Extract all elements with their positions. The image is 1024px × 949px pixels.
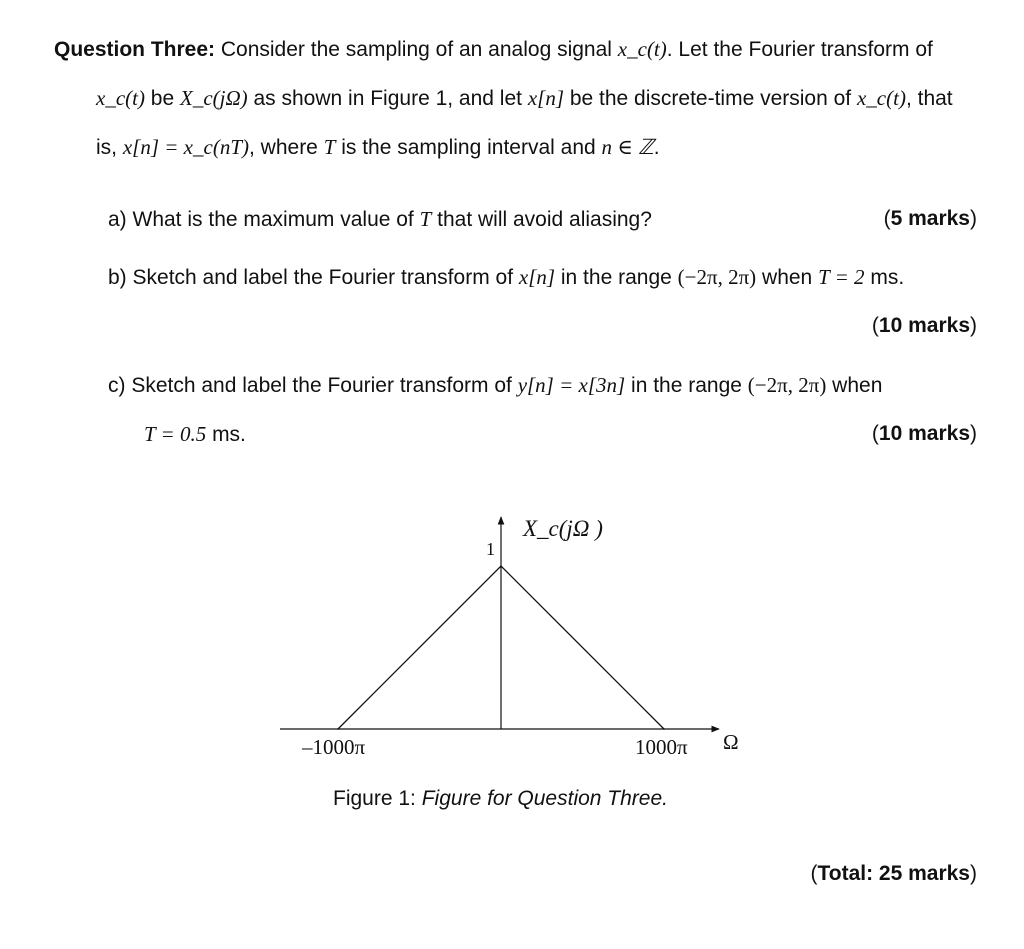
peak-label: 1 xyxy=(486,539,495,559)
part-c-cont: T = 0.5 ms. xyxy=(144,422,246,446)
part-b: b) Sketch and label the Fourier transform of x[n] in the range (−2π, 2π) when T = 2 ms. xyxy=(108,265,905,289)
figure-caption: Figure 1: Figure for Question Three. xyxy=(333,787,668,810)
part-b-marks: (10 marks) xyxy=(871,314,977,337)
part-c-marks: (10 marks) xyxy=(871,422,977,445)
question-line-3: is, x[n] = x_c(nT), where T is the sampling interval and n ∈ ℤ. xyxy=(96,135,660,159)
spectrum-point xyxy=(500,565,502,567)
right-tick-label: 1000π xyxy=(635,735,688,759)
y-axis-label: X_c(jΩ ) xyxy=(523,516,603,541)
figure-1 xyxy=(0,500,1024,800)
question-line-1: Question Three: Consider the sampling of an analog signal x_c(t). Let the Fourier transform of xyxy=(54,37,933,61)
question-heading: Question Three: xyxy=(54,38,216,61)
spectrum-point xyxy=(663,728,665,730)
total-marks: (Total: 25 marks) xyxy=(810,862,977,885)
part-a-marks: (5 marks) xyxy=(883,207,977,230)
x-axis-label: Ω xyxy=(723,730,739,754)
left-tick-label: –1000π xyxy=(302,735,366,759)
part-a: a) What is the maximum value of T that will avoid aliasing? xyxy=(108,207,652,231)
spectrum-point xyxy=(337,728,339,730)
part-c: c) Sketch and label the Fourier transform of y[n] = x[3n] in the range (−2π, 2π) when xyxy=(108,373,883,397)
question-line-2: x_c(t) be X_c(jΩ) as shown in Figure 1, and let x[n] be the discrete-time version of x_c(t), that xyxy=(96,86,953,110)
math-xc-t: x_c(t) xyxy=(617,37,667,61)
